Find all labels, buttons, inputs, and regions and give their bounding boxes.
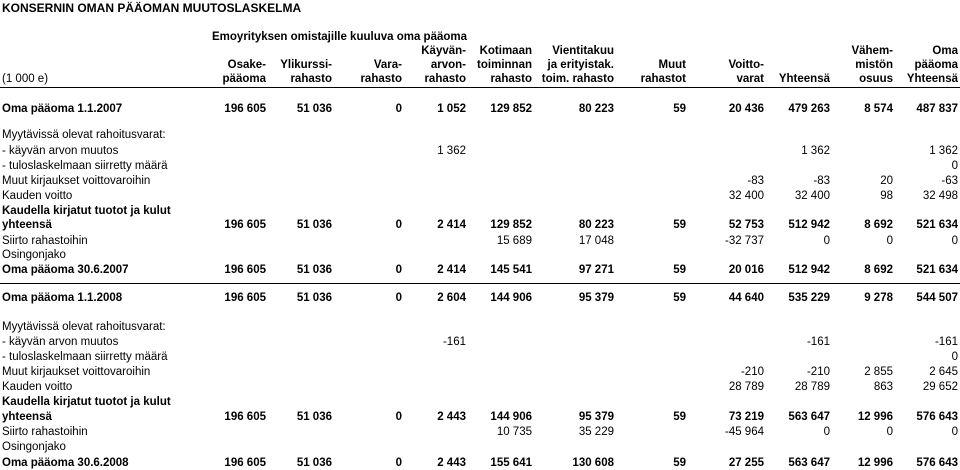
- cell-value: 196 605: [224, 411, 266, 423]
- cell-value: 80 223: [578, 103, 614, 115]
- column-header-3-line-2: Vara-: [373, 59, 402, 71]
- column-header-5-line-1: Kotimaan: [479, 45, 532, 57]
- column-header-7-line-2: Muut: [658, 59, 686, 71]
- cell-value: -210: [740, 366, 764, 378]
- column-header-2-line-3: rahasto: [290, 73, 332, 85]
- cell-value: 144 906: [490, 411, 532, 423]
- cell-value: 2 443: [437, 457, 466, 469]
- cell-value: 8 574: [864, 103, 893, 115]
- cell-value: 20 436: [728, 103, 764, 115]
- cell-value: 535 229: [788, 292, 830, 304]
- column-header-8-line-2: Voitto-: [728, 59, 764, 71]
- row-label: Oma pääoma 1.1.2007: [2, 103, 123, 115]
- cell-value: 51 036: [296, 457, 332, 469]
- column-header-1-line-3: pääoma: [222, 73, 266, 85]
- group-header: Emoyrityksen omistajille kuuluva oma pääoma: [212, 31, 468, 43]
- cell-value: 196 605: [224, 292, 266, 304]
- cell-value: -83: [747, 175, 764, 187]
- cell-value: -161: [442, 336, 466, 348]
- cell-value: -32 737: [724, 235, 764, 247]
- cell-value: 8 692: [864, 219, 893, 231]
- cell-value: 73 219: [728, 411, 764, 423]
- cell-value: 0: [395, 219, 402, 231]
- column-header-7-line-3: rahastot: [640, 73, 686, 85]
- column-header-11-line-1: Oma: [932, 45, 958, 57]
- cell-value: -210: [806, 366, 830, 378]
- cell-value: 145 541: [490, 264, 532, 276]
- row-label: Muut kirjaukset voittovaroihin: [2, 366, 151, 378]
- page-title: KONSERNIN OMAN PÄÄOMAN MUUTOSLASKELMA: [2, 1, 302, 15]
- cell-value: 0: [886, 426, 893, 438]
- cell-value: 479 263: [788, 103, 830, 115]
- cell-value: 0: [823, 235, 830, 247]
- row-label: Oma pääoma 30.6.2008: [2, 457, 129, 469]
- column-header-1-line-2: Osake-: [227, 59, 266, 71]
- cell-value: 130 608: [572, 457, 614, 469]
- cell-value: -161: [934, 336, 958, 348]
- cell-value: 0: [395, 264, 402, 276]
- cell-value: 544 507: [916, 292, 958, 304]
- cell-value: 17 048: [578, 235, 614, 247]
- cell-value: 0: [951, 426, 958, 438]
- cell-value: 487 837: [916, 103, 958, 115]
- cell-value: 51 036: [296, 219, 332, 231]
- column-header-6-line-2: ja erityistak.: [547, 59, 614, 71]
- cell-value: 97 271: [578, 264, 614, 276]
- cell-value: 1 362: [437, 145, 466, 157]
- row-label: Muut kirjaukset voittovaroihin: [2, 175, 151, 187]
- cell-value: 80 223: [578, 219, 614, 231]
- cell-value: 12 996: [857, 457, 893, 469]
- row-label: Kauden voitto: [2, 381, 73, 393]
- cell-value: 51 036: [296, 411, 332, 423]
- cell-value: 0: [951, 235, 958, 247]
- row-label: Oma pääoma 1.1.2008: [2, 292, 123, 304]
- cell-value: 35 229: [578, 426, 614, 438]
- cell-value: 576 643: [916, 457, 958, 469]
- row-label: Myytävissä olevat rahoitusvarat:: [2, 321, 166, 333]
- separator-line: [0, 283, 960, 284]
- separator-line: [0, 87, 960, 88]
- cell-value: 0: [951, 160, 958, 172]
- cell-value: 59: [673, 411, 686, 423]
- cell-value: 1 362: [801, 145, 830, 157]
- cell-value: 196 605: [224, 457, 266, 469]
- column-header-5-line-2: toiminnan: [477, 59, 532, 71]
- row-label: Osingonjako: [2, 441, 66, 453]
- row-label: Siirto rahastoihin: [2, 426, 88, 438]
- column-header-11-line-2: pääoma: [914, 59, 958, 71]
- cell-value: 32 498: [922, 190, 958, 202]
- cell-value: 27 255: [728, 457, 764, 469]
- cell-value: 12 996: [857, 411, 893, 423]
- column-header-9-line-3: Yhteensä: [778, 73, 830, 85]
- cell-value: -161: [806, 336, 830, 348]
- cell-value: 0: [951, 351, 958, 363]
- cell-value: 32 400: [728, 190, 764, 202]
- row-label: - tuloslaskelmaan siirretty määrä: [2, 160, 168, 172]
- column-header-6-line-1: Vientitakuu: [552, 45, 614, 57]
- cell-value: 59: [673, 457, 686, 469]
- cell-value: -83: [813, 175, 830, 187]
- cell-value: 863: [873, 381, 893, 393]
- column-header-4-line-3: rahasto: [424, 73, 466, 85]
- row-label: yhteensä: [2, 411, 52, 423]
- cell-value: 15 689: [496, 235, 532, 247]
- cell-value: 196 605: [224, 219, 266, 231]
- row-label: Kaudella kirjatut tuotot ja kulut: [2, 396, 171, 408]
- cell-value: 196 605: [224, 103, 266, 115]
- cell-value: 59: [673, 264, 686, 276]
- cell-value: 29 652: [922, 381, 958, 393]
- cell-value: 28 789: [728, 381, 764, 393]
- column-header-10-line-3: osuus: [859, 73, 893, 85]
- cell-value: 521 634: [916, 264, 958, 276]
- column-header-3-line-3: rahasto: [360, 73, 402, 85]
- cell-value: 0: [395, 292, 402, 304]
- cell-value: -63: [941, 175, 958, 187]
- cell-value: 1 362: [929, 145, 958, 157]
- cell-value: 144 906: [490, 292, 532, 304]
- cell-value: 2 855: [864, 366, 893, 378]
- column-header-2-line-2: Ylikurssi-: [280, 59, 332, 71]
- row-label: Kaudella kirjatut tuotot ja kulut: [2, 205, 171, 217]
- column-header-11-line-3: Yhteensä: [906, 73, 958, 85]
- row-label: - tuloslaskelmaan siirretty määrä: [2, 351, 168, 363]
- cell-value: 8 692: [864, 264, 893, 276]
- cell-value: 0: [395, 411, 402, 423]
- cell-value: 2 645: [929, 366, 958, 378]
- cell-value: 129 852: [490, 103, 532, 115]
- cell-value: 59: [673, 219, 686, 231]
- column-header-4-line-1: Käyvän-: [421, 45, 466, 57]
- cell-value: 10 735: [496, 426, 532, 438]
- cell-value: 2 604: [437, 292, 466, 304]
- cell-value: 51 036: [296, 103, 332, 115]
- cell-value: 0: [395, 457, 402, 469]
- cell-value: 155 641: [490, 457, 532, 469]
- cell-value: 0: [886, 235, 893, 247]
- cell-value: 20: [880, 175, 893, 187]
- cell-value: 2 443: [437, 411, 466, 423]
- column-header-6-line-3: toim. rahasto: [541, 73, 614, 85]
- column-header-10-line-2: mistön: [855, 59, 893, 71]
- cell-value: 59: [673, 292, 686, 304]
- cell-value: 521 634: [916, 219, 958, 231]
- column-header-8-line-3: varat: [736, 73, 764, 85]
- column-header-4-line-2: arvon-: [430, 59, 466, 71]
- cell-value: 52 753: [728, 219, 764, 231]
- cell-value: 44 640: [728, 292, 764, 304]
- cell-value: 28 789: [794, 381, 830, 393]
- cell-value: 0: [395, 103, 402, 115]
- cell-value: 129 852: [490, 219, 532, 231]
- row-label: - käyvän arvon muutos: [2, 145, 119, 157]
- cell-value: 59: [673, 103, 686, 115]
- cell-value: -45 964: [724, 426, 764, 438]
- cell-value: 95 379: [578, 292, 614, 304]
- cell-value: 196 605: [224, 264, 266, 276]
- cell-value: 51 036: [296, 264, 332, 276]
- column-header-10-line-1: Vähem-: [851, 45, 893, 57]
- cell-value: 20 016: [728, 264, 764, 276]
- cell-value: 51 036: [296, 292, 332, 304]
- cell-value: 2 414: [437, 219, 466, 231]
- cell-value: 95 379: [578, 411, 614, 423]
- row-label: Oma pääoma 30.6.2007: [2, 264, 129, 276]
- cell-value: 512 942: [788, 219, 830, 231]
- unit-label: (1 000 e): [2, 73, 49, 85]
- cell-value: 2 414: [437, 264, 466, 276]
- row-label: Osingonjako: [2, 249, 66, 261]
- cell-value: 576 643: [916, 411, 958, 423]
- cell-value: 32 400: [794, 190, 830, 202]
- cell-value: 1 052: [437, 103, 466, 115]
- cell-value: 512 942: [788, 264, 830, 276]
- cell-value: 98: [880, 190, 893, 202]
- row-label: - käyvän arvon muutos: [2, 336, 119, 348]
- row-label: Myytävissä olevat rahoitusvarat:: [2, 129, 166, 141]
- cell-value: 0: [823, 426, 830, 438]
- column-header-5-line-3: rahasto: [490, 73, 532, 85]
- row-label: Kauden voitto: [2, 190, 73, 202]
- cell-value: 563 647: [788, 411, 830, 423]
- row-label: Siirto rahastoihin: [2, 235, 88, 247]
- cell-value: 563 647: [788, 457, 830, 469]
- row-label: yhteensä: [2, 219, 52, 231]
- cell-value: 9 278: [864, 292, 893, 304]
